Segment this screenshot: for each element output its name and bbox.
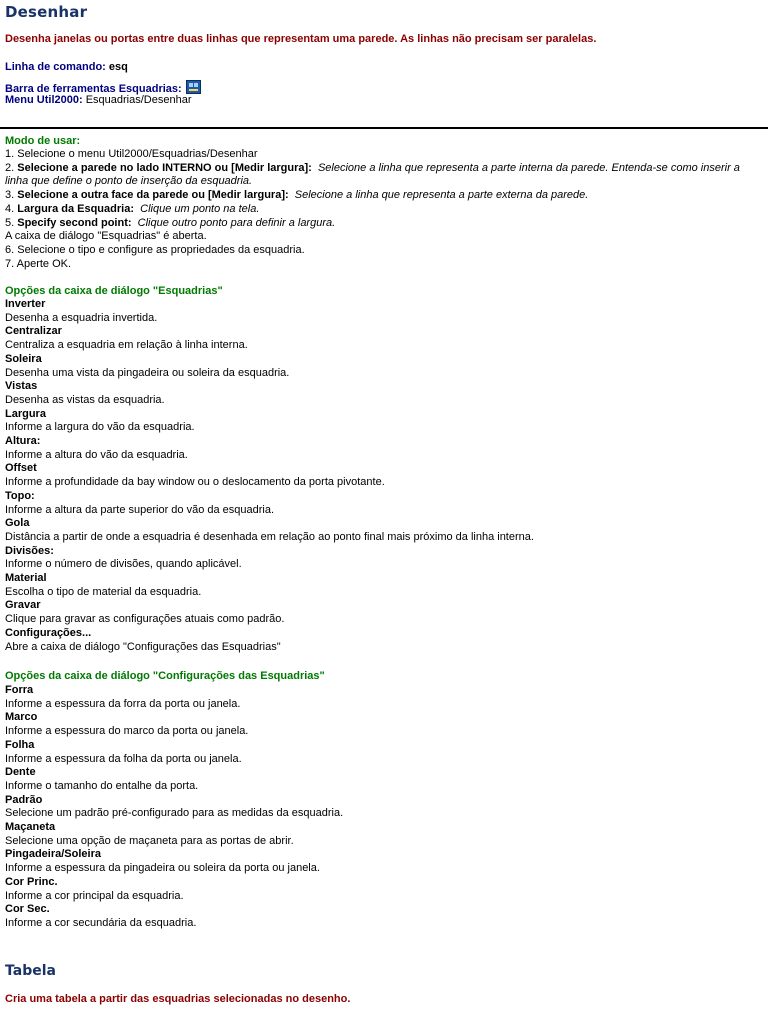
option-desc: Distância a partir de onde a esquadria é desenhada em relação ao ponto final mais próximo da linha interna. <box>5 530 534 543</box>
option-name: Padrão <box>5 793 43 806</box>
option-desc: Clique para gravar as configurações atuais como padrão. <box>5 613 285 626</box>
option-desc: Selecione uma opção de maçaneta para as portas de abrir. <box>5 834 294 847</box>
table-section-title: Tabela <box>5 963 56 979</box>
option-name: Folha <box>5 738 35 751</box>
section-divider <box>0 127 768 129</box>
usage-steps <box>5 148 760 271</box>
option-name: Divisões: <box>5 544 54 557</box>
option-desc: Informe a altura do vão da esquadria. <box>5 448 188 461</box>
command-line-label: Linha de comando: <box>5 61 106 73</box>
option-desc: Selecione um padrão pré-configurado para as medidas da esquadria. <box>5 807 344 820</box>
option-name: Vistas <box>5 380 38 393</box>
option-name: Maçaneta <box>5 821 56 834</box>
option-desc: Informe o número de divisões, quando aplicável. <box>5 558 242 571</box>
option-name: Configurações... <box>5 626 92 639</box>
config-options-heading: Opções da caixa de diálogo "Configurações das Esquadrias" <box>5 670 325 682</box>
usage-heading: Modo de usar: <box>5 135 81 147</box>
option-name: Centralizar <box>5 325 62 338</box>
option-desc: Escolha o tipo de material da esquadria. <box>5 585 202 598</box>
option-name: Inverter <box>5 298 46 310</box>
option-name: Pingadeira/Soleira <box>5 848 101 861</box>
option-desc: Informe a espessura da forra da porta ou janela. <box>5 697 241 710</box>
option-name: Marco <box>5 711 38 724</box>
option-name: Cor Princ. <box>5 875 58 888</box>
menu-value: Esquadrias/Desenhar <box>85 94 192 106</box>
option-name: Soleira <box>5 352 42 365</box>
usage-note: A caixa de diálogo "Esquadrias" é aberta. <box>5 230 207 243</box>
option-desc: Informe a espessura da folha da porta ou janela. <box>5 752 242 765</box>
option-name: Gravar <box>5 599 41 612</box>
option-desc: Informe o tamanho do entalhe da porta. <box>5 779 199 792</box>
option-name: Topo: <box>5 489 35 502</box>
option-name: Cor Sec. <box>5 903 50 916</box>
option-desc: Informe a cor secundária da esquadria. <box>5 916 197 929</box>
option-desc: Desenha a esquadria invertida. <box>5 311 158 324</box>
config-options-list <box>5 684 760 931</box>
option-desc: Informe a profundidade da bay window ou o deslocamento da porta pivotante. <box>5 476 385 489</box>
option-name: Dente <box>5 766 36 779</box>
dialog-options-heading: Opções da caixa de diálogo "Esquadrias" <box>5 285 223 297</box>
usage-step-3: 3. Selecione a outra face da parede ou [Medir largura]: Selecione a linha que representa a parte externa da parede. <box>5 189 589 202</box>
option-name: Largura <box>5 407 46 420</box>
option-desc: Informe a altura da parte superior do vão da esquadria. <box>5 503 275 516</box>
option-name: Forra <box>5 684 34 696</box>
option-desc: Informe a largura do vão da esquadria. <box>5 421 195 434</box>
option-desc: Desenha uma vista da pingadeira ou soleira da esquadria. <box>5 366 290 379</box>
dialog-options-list <box>5 298 760 654</box>
option-desc: Informe a cor principal da esquadria. <box>5 889 184 902</box>
option-desc: Desenha as vistas da esquadria. <box>5 393 165 406</box>
usage-step-5: 5. Specify second point: Clique outro ponto para definir a largura. <box>5 216 336 229</box>
page-description: Desenha janelas ou portas entre duas linhas que representam uma parede. As linhas não precisam ser paralelas. <box>5 33 597 45</box>
usage-step-1: 1. Selecione o menu Util2000/Esquadrias/Desenhar <box>5 148 258 160</box>
option-desc: Centraliza a esquadria em relação à linha interna. <box>5 339 248 352</box>
option-desc: Abre a caixa de diálogo "Configurações das Esquadrias" <box>5 640 281 653</box>
command-line-row <box>5 61 128 73</box>
option-desc: Informe a espessura da pingadeira ou soleira da porta ou janela. <box>5 862 320 875</box>
command-line-value: esq <box>108 61 128 73</box>
esquadrias-toolbar-icon <box>186 80 201 94</box>
toolbar-row <box>5 80 201 95</box>
usage-step-6: 6. Selecione o tipo e configure as propriedades da esquadria. <box>5 243 305 256</box>
option-name: Material <box>5 572 47 585</box>
menu-row <box>5 94 192 106</box>
table-section-description: Cria uma tabela a partir das esquadrias selecionadas no desenho. <box>5 993 351 1005</box>
option-desc: Informe a espessura do marco da porta ou janela. <box>5 725 249 738</box>
option-name: Offset <box>5 462 37 475</box>
toolbar-label: Barra de ferramentas Esquadrias: <box>5 83 182 95</box>
usage-step-4: 4. Largura da Esquadria: Clique um ponto na tela. <box>5 202 260 215</box>
menu-label: Menu Util2000: <box>5 94 83 106</box>
page-title: Desenhar <box>5 3 88 21</box>
option-name: Altura: <box>5 435 41 448</box>
option-name: Gola <box>5 517 30 530</box>
usage-step-7: 7. Aperte OK. <box>5 257 72 270</box>
usage-step-2: 2. Selecione a parede no lado INTERNO ou [Medir largura]: Selecione a linha que representa a parte interna da parede. Entenda-se como inserir a linha que define o ponto de inserção da esquadria. <box>5 161 740 188</box>
